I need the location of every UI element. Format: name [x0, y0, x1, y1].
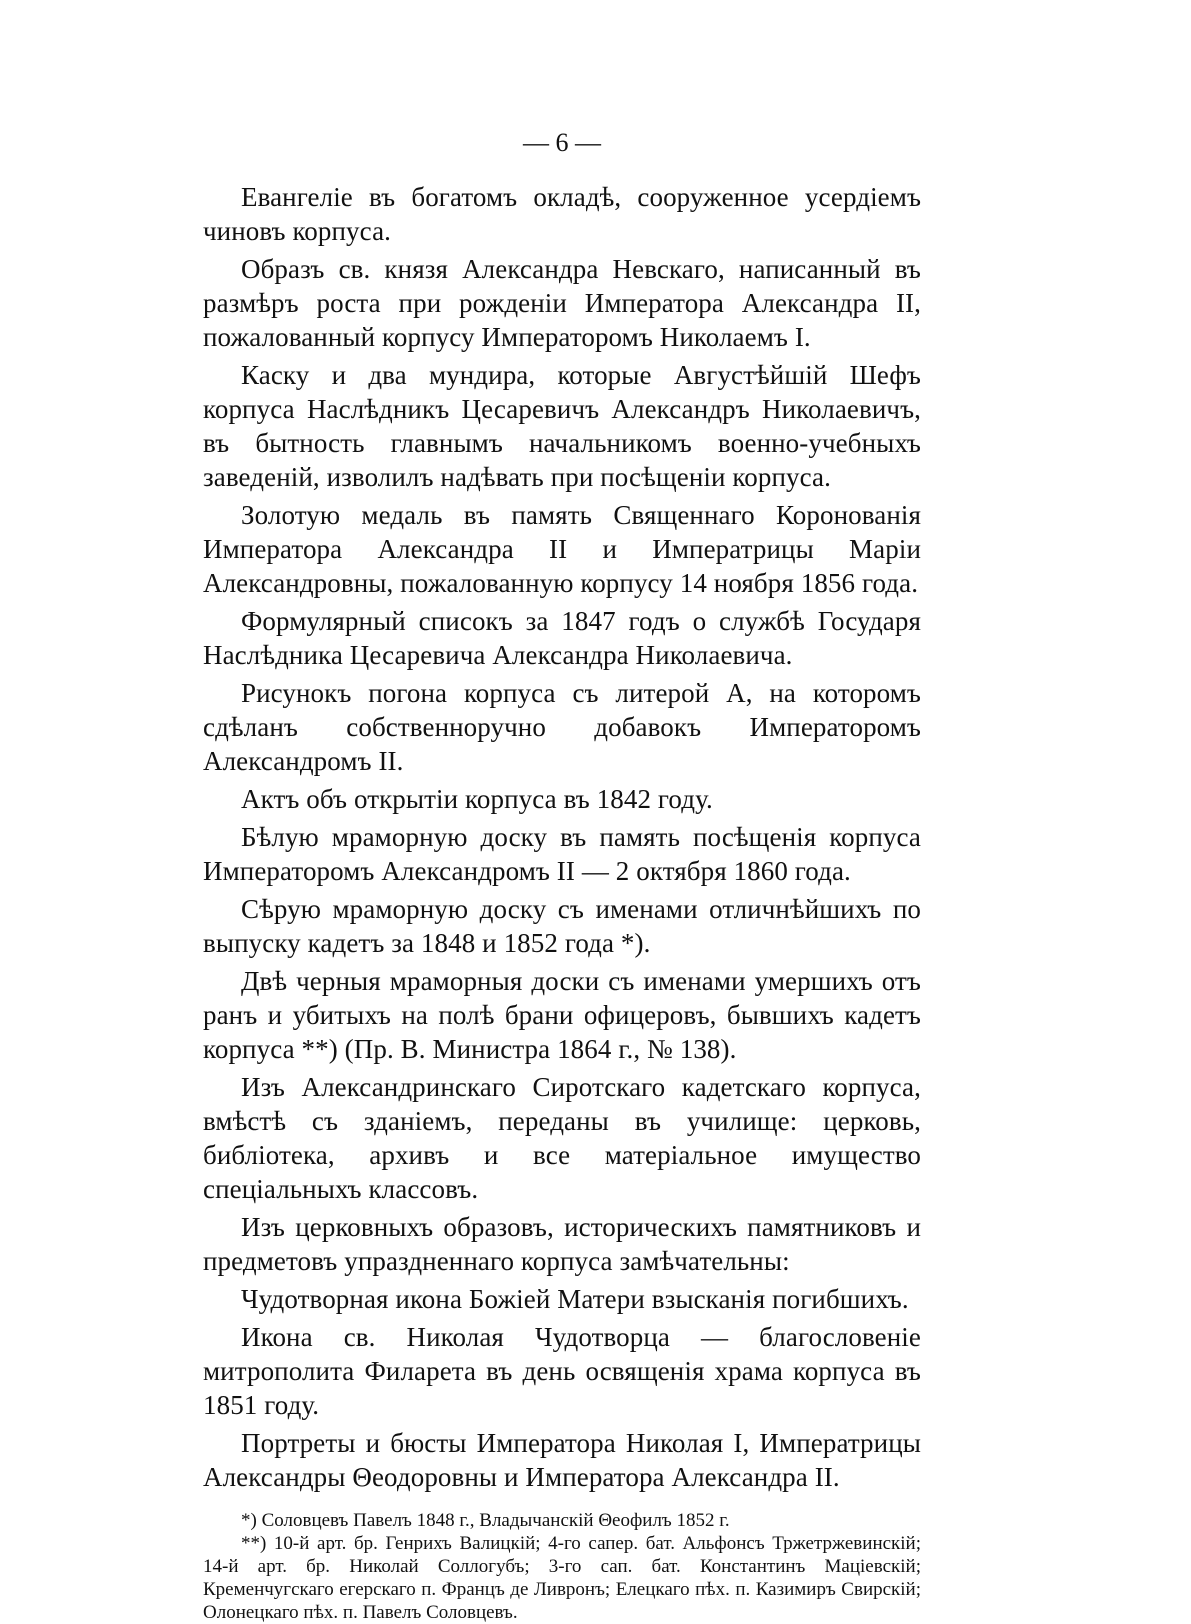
- paragraph: Портреты и бюсты Императора Николая I, Императрицы Александры Θеодоровны и Императора Александра II.: [203, 1428, 921, 1492]
- paragraph: Золотую медаль въ память Священнаго Коронованія Императора Александра II и Императрицы Маріи Александровны, пожалованную корпусу 14 ноября 1856 года.: [203, 500, 921, 598]
- paragraph: Каску и два мундира, которые Августѣйшій Шефъ корпуса Наслѣдникъ Цесаревичъ Александръ Николаевичъ, въ бытность главнымъ начальникомъ военно-учебныхъ заведеній, изволилъ надѣвать при посѣщеніи корпуса.: [203, 360, 921, 492]
- paragraph: Изъ Александринскаго Сиротскаго кадетскаго корпуса, вмѣстѣ съ зданіемъ, переданы въ училище: церковь, библіотека, архивъ и все матеріальное имущество спеціальныхъ классовъ.: [203, 1072, 921, 1204]
- paragraph: Бѣлую мраморную доску въ память посѣщенія корпуса Императоромъ Александромъ II — 2 октября 1860 года.: [203, 822, 921, 886]
- body-text: [203, 180, 921, 1494]
- footnote: *) Соловцевъ Павелъ 1848 г., Владычанскій Θеофилъ 1852 г.: [241, 1510, 730, 1531]
- paragraph: Актъ объ открытіи корпуса въ 1842 году.: [241, 784, 713, 814]
- footnote: **) 10-й арт. бр. Генрихъ Валицкій; 4-го сапер. бат. Альфонсъ Тржетржевинскій; 14-й арт. бр. Николай Соллогубъ; 3-го сап. бат. Константинъ Маціевскій; Кременчугскаго егерскаго п. Францъ де Ливронъ; Елецкаго пѣх. п. Казимиръ Свирскій; Олонецкаго пѣх. п. Павелъ Соловцевъ.: [203, 1533, 921, 1623]
- paragraph: Образъ св. князя Александра Невскаго, написанный въ размѣръ роста при рожденіи Императора Александра II, пожалованный корпусу Императоромъ Николаемъ I.: [203, 254, 921, 352]
- footnotes: [203, 1508, 921, 1624]
- paragraph: Чудотворная икона Божіей Матери взысканія погибшихъ.: [241, 1284, 909, 1314]
- paragraph: Рисунокъ погона корпуса съ литерой А, на которомъ сдѣланъ собственноручно добавокъ Императоромъ Александромъ II.: [203, 678, 921, 776]
- book-page: [203, 128, 921, 1624]
- paragraph: Сѣрую мраморную доску съ именами отличнѣйшихъ по выпуску кадетъ за 1848 и 1852 года *).: [203, 894, 921, 958]
- paragraph: Изъ церковныхъ образовъ, историческихъ памятниковъ и предметовъ упраздненнаго корпуса замѣчательны:: [203, 1212, 921, 1276]
- page-number: — 6 —: [523, 128, 601, 157]
- paragraph: Двѣ черныя мраморныя доски съ именами умершихъ отъ ранъ и убитыхъ на полѣ брани офицеровъ, бывшихъ кадетъ корпуса **) (Пр. В. Министра 1864 г., № 138).: [203, 966, 921, 1064]
- paragraph: Икона св. Николая Чудотворца — благословеніе митрополита Филарета въ день освященія храма корпуса въ 1851 году.: [203, 1322, 921, 1420]
- paragraph: Евангеліе въ богатомъ окладѣ, сооруженное усердіемъ чиновъ корпуса.: [203, 182, 921, 246]
- paragraph: Формулярный списокъ за 1847 годъ о службѣ Государя Наслѣдника Цесаревича Александра Николаевича.: [203, 606, 921, 670]
